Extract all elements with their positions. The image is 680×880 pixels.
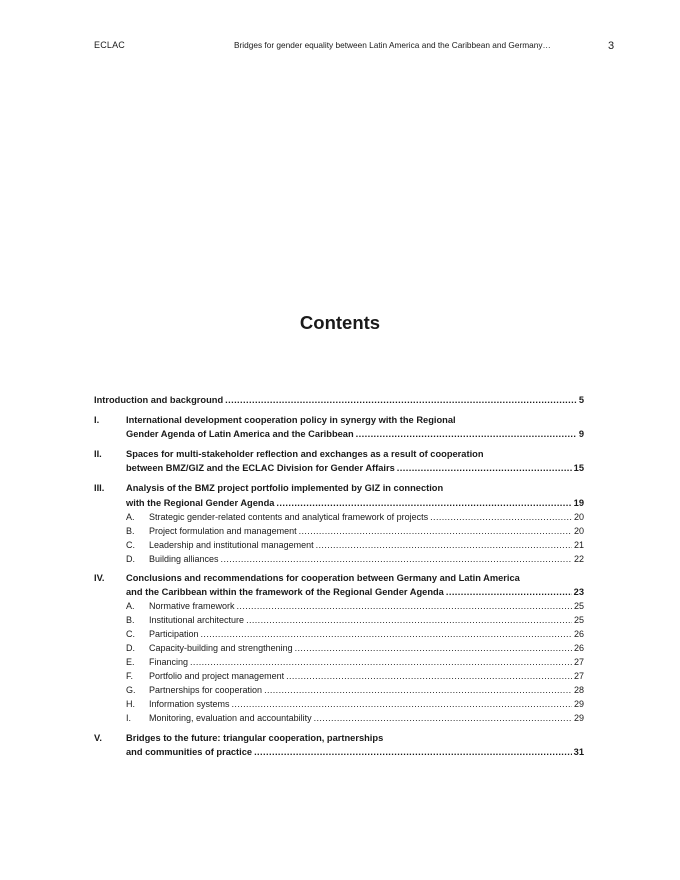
toc-subentry[interactable]: [94, 510, 584, 524]
toc-page-number: 29: [573, 712, 584, 723]
toc-subentry-text: Portfolio and project management: [149, 670, 285, 681]
toc-page-number: 22: [573, 553, 584, 564]
dot-leader: [190, 655, 572, 669]
toc-page-number: 27: [573, 656, 584, 667]
dot-leader: [397, 461, 572, 475]
toc-subentry[interactable]: [94, 655, 584, 669]
toc-entry-text: Spaces for multi-stakeholder reflection and exchanges as a result of cooperation: [126, 449, 484, 460]
toc-entry-chapter-1[interactable]: [94, 413, 584, 441]
toc-subentry-letter: H.: [126, 698, 135, 709]
toc-page-number: 26: [573, 628, 584, 639]
toc-entry-text: International development cooperation policy in synergy with the Regional: [126, 415, 456, 426]
dot-leader: [264, 683, 572, 697]
toc-page-number: 25: [573, 600, 584, 611]
toc-subentry[interactable]: [94, 697, 584, 711]
page-number: 3: [608, 40, 615, 52]
toc-subentry-text: Strategic gender-related contents and analytical framework of projects: [149, 511, 429, 522]
dot-leader: [225, 393, 577, 407]
toc-subentry-text: Information systems: [149, 698, 230, 709]
toc-subentry-text: Partnerships for cooperation: [149, 684, 263, 695]
dot-leader: [232, 697, 572, 711]
toc-chapter-number: II.: [94, 449, 102, 460]
toc-page-number: 27: [573, 670, 584, 681]
dot-leader: [254, 745, 572, 759]
toc-chapter-number: V.: [94, 732, 102, 743]
dot-leader: [446, 585, 572, 599]
dot-leader: [201, 627, 572, 641]
toc-subentry[interactable]: [94, 683, 584, 697]
toc-subentry-text: Participation: [149, 628, 199, 639]
dot-leader: [430, 510, 572, 524]
toc-subentry[interactable]: [94, 524, 584, 538]
running-header-org: ECLAC: [94, 40, 126, 50]
toc-entry-introduction[interactable]: [94, 393, 584, 407]
toc-subentry-letter: I.: [126, 712, 132, 723]
dot-leader: [286, 669, 572, 683]
toc-subentry[interactable]: [94, 613, 584, 627]
toc-subentry-letter: E.: [126, 656, 135, 667]
toc-chapter-number: IV.: [94, 572, 105, 583]
toc-subentry-letter: C.: [126, 539, 135, 550]
toc-subentry-text: Monitoring, evaluation and accountability: [149, 712, 312, 723]
toc-page-number: 15: [573, 463, 584, 474]
toc-page-number: 25: [573, 614, 584, 625]
toc-page-number: 23: [573, 586, 584, 597]
toc-subentry-letter: F.: [126, 670, 134, 681]
toc-subentry-letter: B.: [126, 525, 135, 536]
dot-leader: [246, 613, 572, 627]
toc-page-number: 29: [573, 698, 584, 709]
page-title: Contents: [299, 312, 381, 333]
toc-subentry-text: Capacity-building and strengthening: [149, 642, 293, 653]
toc-subentry-letter: C.: [126, 628, 135, 639]
dot-leader: [237, 599, 572, 613]
toc-page-number: 19: [573, 497, 584, 508]
dot-leader: [299, 524, 572, 538]
running-header-title: Bridges for gender equality between Latin America and the Caribbean and Germany…: [234, 40, 551, 50]
toc-subentry-text: Project formulation and management: [149, 525, 297, 536]
toc-entry-text: Analysis of the BMZ project portfolio implemented by GIZ in connection: [126, 483, 444, 494]
dot-leader: [276, 496, 571, 510]
toc-subentry-letter: A.: [126, 600, 135, 611]
toc-subentry-letter: D.: [126, 553, 135, 564]
toc-page-number: 26: [573, 642, 584, 653]
toc-page-number: 31: [573, 746, 584, 757]
toc-subentry[interactable]: [94, 599, 584, 613]
toc-page-number: 28: [573, 684, 584, 695]
dot-leader: [314, 711, 572, 725]
toc-chapter-number: III.: [94, 483, 105, 494]
toc-subentry-letter: B.: [126, 614, 135, 625]
toc-subentry-letter: D.: [126, 642, 135, 653]
toc-page-number: 20: [573, 511, 584, 522]
table-of-contents: [94, 393, 584, 759]
toc-subentry-text: Leadership and institutional management: [149, 539, 314, 550]
toc-subentry-text: Building alliances: [149, 553, 219, 564]
toc-entry-chapter-4[interactable]: [94, 571, 584, 599]
toc-page-number: 5: [578, 395, 584, 405]
toc-entry-text: and the Caribbean within the framework of the Regional Gender Agenda: [126, 586, 444, 597]
toc-entry-text: Gender Agenda of Latin America and the Caribbean: [126, 429, 354, 440]
toc-subentry-letter: G.: [126, 684, 136, 695]
toc-subentry[interactable]: [94, 538, 584, 552]
dot-leader: [221, 552, 572, 566]
toc-page-number: 9: [578, 429, 584, 440]
toc-entry-text: with the Regional Gender Agenda: [126, 497, 275, 508]
toc-entry-text: between BMZ/GIZ and the ECLAC Division for Gender Affairs: [126, 463, 395, 474]
toc-entry-text: Bridges to the future: triangular cooperation, partnerships: [126, 732, 384, 743]
toc-chapter-number: I.: [94, 415, 100, 426]
toc-entry-chapter-5[interactable]: [94, 731, 584, 759]
toc-entry-text: Introduction and background: [94, 395, 224, 405]
toc-entry-chapter-2[interactable]: [94, 447, 584, 475]
toc-entry-chapter-3[interactable]: [94, 481, 584, 509]
toc-page-number: 21: [573, 539, 584, 550]
toc-subentry[interactable]: [94, 711, 584, 725]
toc-subentry-text: Financing: [149, 656, 189, 667]
toc-subentry[interactable]: [94, 669, 584, 683]
toc-entry-text: Conclusions and recommendations for cooperation between Germany and Latin America: [126, 572, 520, 583]
toc-entry-text: and communities of practice: [126, 746, 253, 757]
toc-subentry[interactable]: [94, 627, 584, 641]
toc-page-number: 20: [573, 525, 584, 536]
toc-subentry-text: Normative framework: [149, 600, 235, 611]
dot-leader: [295, 641, 572, 655]
dot-leader: [356, 427, 577, 441]
toc-subentry-text: Institutional architecture: [149, 614, 245, 625]
toc-subentry[interactable]: [94, 552, 584, 566]
toc-subentry-letter: A.: [126, 511, 135, 522]
toc-subentry[interactable]: [94, 641, 584, 655]
dot-leader: [316, 538, 572, 552]
